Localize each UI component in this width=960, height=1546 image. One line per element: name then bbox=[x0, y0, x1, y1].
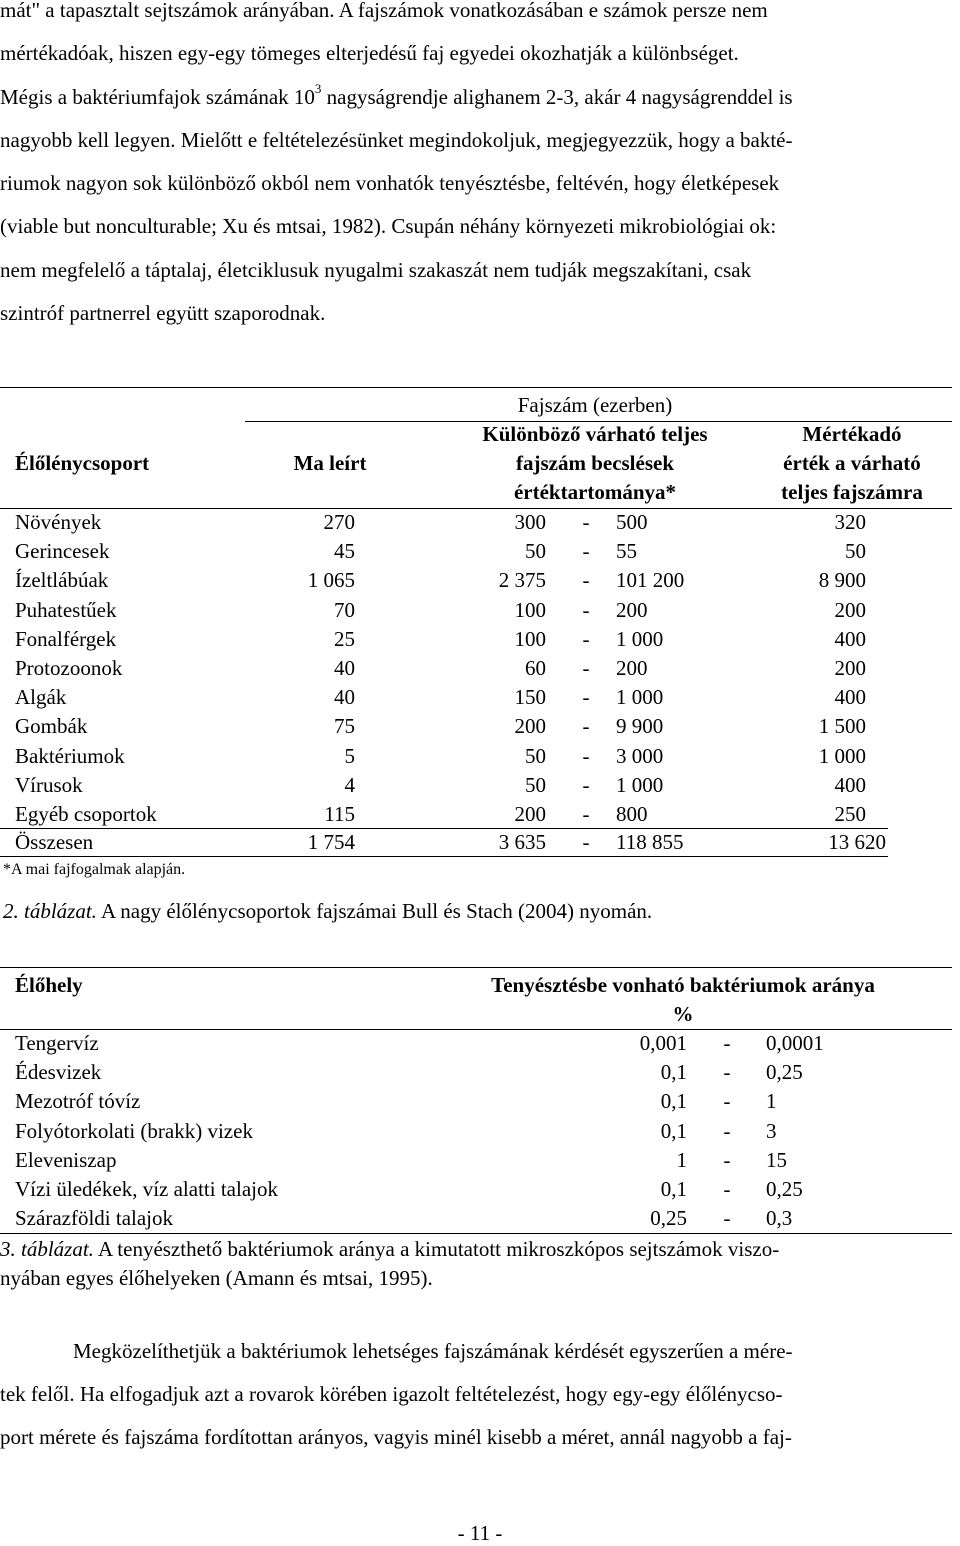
row-high: 0,25 bbox=[766, 1177, 803, 1201]
row-dash: - bbox=[582, 568, 590, 592]
text-line: nagyobb kell legyen. Mielőtt e feltételezésünket megindokoljuk, megjegyezzük, hogy a bakté- bbox=[0, 128, 793, 152]
row-estimate: 400 bbox=[834, 627, 866, 651]
row-group: Protozoonok bbox=[15, 656, 123, 680]
row-described: 1 065 bbox=[307, 568, 355, 592]
row-low: 1 bbox=[676, 1148, 687, 1172]
text-line: tek felől. Ha elfogadjuk azt a rovarok körében igazolt feltételezést, hogy egy-egy élőlénycso- bbox=[0, 1382, 783, 1406]
column-header-estimate: érték a várható bbox=[783, 451, 921, 475]
row-low: 0,25 bbox=[650, 1206, 687, 1230]
row-low: 2 375 bbox=[498, 568, 546, 592]
row-low: 100 bbox=[514, 598, 546, 622]
row-dash: - bbox=[582, 627, 590, 651]
column-header-range: értéktartománya* bbox=[513, 480, 677, 504]
table-header-rule bbox=[0, 508, 952, 509]
row-dash: - bbox=[582, 685, 590, 709]
row-high: 1 000 bbox=[616, 773, 664, 797]
row-group: Algák bbox=[15, 685, 67, 709]
row-low: 50 bbox=[525, 539, 546, 563]
row-estimate: 1 000 bbox=[818, 744, 866, 768]
row-dash: - bbox=[723, 1206, 731, 1230]
column-header-habitat: Élőhely bbox=[15, 973, 83, 997]
column-header-ratio-unit: % bbox=[672, 1002, 694, 1026]
table-group-header: Fajszám (ezerben) bbox=[517, 393, 673, 417]
row-dash: - bbox=[582, 744, 590, 768]
row-dash: - bbox=[582, 510, 590, 534]
text-line: port mérete és fajszáma fordítottan arányos, vagyis minél kisebb a méret, annál nagyobb a faj- bbox=[0, 1425, 792, 1449]
text-line: riumok nagyon sok különböző okból nem vonhatók tenyésztésbe, feltévén, hogy életképesek bbox=[0, 171, 780, 195]
row-group: Ízeltlábúak bbox=[15, 568, 109, 592]
row-dash: - bbox=[582, 802, 590, 826]
row-described: 45 bbox=[334, 539, 355, 563]
row-habitat: Szárazföldi talajok bbox=[15, 1206, 174, 1230]
row-described: 40 bbox=[334, 656, 355, 680]
row-habitat: Mezotróf tóvíz bbox=[15, 1089, 141, 1113]
total-described: 1 754 bbox=[307, 830, 355, 854]
page-number: - 11 - bbox=[457, 1521, 503, 1545]
row-low: 0,001 bbox=[639, 1031, 687, 1055]
row-high: 0,3 bbox=[766, 1206, 793, 1230]
total-low: 3 635 bbox=[498, 830, 546, 854]
row-dash: - bbox=[723, 1148, 731, 1172]
row-high: 55 bbox=[616, 539, 637, 563]
text-line: Megközelíthetjük a baktériumok lehetséges fajszámának kérdését egyszerűen a mére- bbox=[73, 1339, 793, 1363]
table-caption: 2. táblázat. A nagy élőlénycsoportok fajszámai Bull és Stach (2004) nyomán. bbox=[3, 899, 653, 923]
row-estimate: 50 bbox=[845, 539, 866, 563]
row-low: 0,1 bbox=[660, 1089, 687, 1113]
row-habitat: Eleveniszap bbox=[15, 1148, 117, 1172]
table-bottom-rule bbox=[0, 856, 888, 857]
text-line: mát" a tapasztalt sejtszámok arányában. A fajszámok vonatkozásában e számok persze nem bbox=[0, 0, 768, 22]
row-estimate: 200 bbox=[834, 598, 866, 622]
total-dash: - bbox=[582, 830, 590, 854]
row-high: 800 bbox=[616, 802, 648, 826]
text-line: (viable but nonculturable; Xu és mtsai, 1982). Csupán néhány környezeti mikrobiológiai ok: bbox=[0, 214, 777, 238]
row-dash: - bbox=[723, 1031, 731, 1055]
row-high: 3 000 bbox=[616, 744, 664, 768]
row-group: Fonalférgek bbox=[15, 627, 117, 651]
total-label: Összesen bbox=[15, 830, 94, 854]
column-header-group: Élőlénycsoport bbox=[15, 451, 150, 475]
row-habitat: Folyótorkolati (brakk) vizek bbox=[15, 1119, 253, 1143]
row-low: 150 bbox=[514, 685, 546, 709]
row-group: Gerincesek bbox=[15, 539, 110, 563]
row-estimate: 1 500 bbox=[818, 714, 866, 738]
row-dash: - bbox=[723, 1119, 731, 1143]
table-top-rule bbox=[0, 967, 952, 968]
row-described: 270 bbox=[323, 510, 355, 534]
row-high: 0,0001 bbox=[766, 1031, 824, 1055]
row-dash: - bbox=[582, 773, 590, 797]
table-top-rule bbox=[0, 387, 952, 388]
text-line: mértékadóak, hiszen egy-egy tömeges elterjedésű faj egyedei okozhatják a különbséget. bbox=[0, 41, 739, 65]
row-high: 1 000 bbox=[616, 627, 664, 651]
row-group: Baktériumok bbox=[15, 744, 125, 768]
column-header-range: Különböző várható teljes bbox=[482, 422, 708, 446]
text-line: szintróf partnerrel együtt szaporodnak. bbox=[0, 301, 326, 325]
row-group: Vírusok bbox=[15, 773, 83, 797]
row-estimate: 400 bbox=[834, 685, 866, 709]
row-low: 60 bbox=[525, 656, 546, 680]
row-high: 200 bbox=[616, 656, 648, 680]
row-estimate: 400 bbox=[834, 773, 866, 797]
row-described: 4 bbox=[344, 773, 355, 797]
row-high: 200 bbox=[616, 598, 648, 622]
row-low: 200 bbox=[514, 714, 546, 738]
row-dash: - bbox=[582, 598, 590, 622]
text-line-with-superscript: Mégis a baktériumfajok számának $10^3$ nagyságrendje alighanem 2-3, akár 4 nagyságrenddel is bbox=[0, 81, 793, 109]
table-total-rule bbox=[0, 828, 888, 829]
table-caption: nyában egyes élőhelyeken (Amann és mtsai, 1995). bbox=[0, 1266, 433, 1290]
row-described: 5 bbox=[344, 744, 355, 768]
table-caption: 3. táblázat. A tenyészthető baktériumok aránya a kimutatott mikroszkópos sejtszámok viszo- bbox=[0, 1237, 780, 1261]
row-group: Puhatestűek bbox=[15, 598, 117, 622]
row-high: 3 bbox=[766, 1119, 777, 1143]
row-dash: - bbox=[723, 1089, 731, 1113]
row-low: 0,1 bbox=[660, 1119, 687, 1143]
row-low: 200 bbox=[514, 802, 546, 826]
row-described: 75 bbox=[334, 714, 355, 738]
row-high: 500 bbox=[616, 510, 648, 534]
row-low: 0,1 bbox=[660, 1177, 687, 1201]
row-habitat: Édesvizek bbox=[15, 1060, 102, 1084]
row-low: 100 bbox=[514, 627, 546, 651]
row-high: 1 bbox=[766, 1089, 777, 1113]
row-high: 101 200 bbox=[616, 568, 685, 592]
row-low: 50 bbox=[525, 744, 546, 768]
total-estimate: 13 620 bbox=[828, 830, 886, 854]
row-estimate: 320 bbox=[834, 510, 866, 534]
row-high: 0,25 bbox=[766, 1060, 803, 1084]
row-described: 115 bbox=[324, 802, 355, 826]
column-header-estimate: Mértékadó bbox=[802, 422, 902, 446]
column-header-estimate: teljes fajszámra bbox=[781, 480, 923, 504]
row-high: 1 000 bbox=[616, 685, 664, 709]
row-dash: - bbox=[582, 714, 590, 738]
row-high: 15 bbox=[766, 1148, 787, 1172]
table-bottom-rule bbox=[0, 1233, 952, 1234]
row-dash: - bbox=[723, 1060, 731, 1084]
row-estimate: 250 bbox=[834, 802, 866, 826]
row-described: 70 bbox=[334, 598, 355, 622]
row-low: 300 bbox=[514, 510, 546, 534]
table-footnote: *A mai fajfogalmak alapján. bbox=[3, 861, 186, 878]
row-group: Gombák bbox=[15, 714, 88, 738]
row-estimate: 200 bbox=[834, 656, 866, 680]
row-dash: - bbox=[582, 539, 590, 563]
column-header-range: fajszám becslések bbox=[515, 451, 675, 475]
row-described: 25 bbox=[334, 627, 355, 651]
row-dash: - bbox=[723, 1177, 731, 1201]
row-high: 9 900 bbox=[616, 714, 664, 738]
row-habitat: Tengervíz bbox=[15, 1031, 99, 1055]
row-described: 40 bbox=[334, 685, 355, 709]
table-header-rule bbox=[0, 1029, 952, 1030]
row-habitat: Vízi üledékek, víz alatti talajok bbox=[15, 1177, 278, 1201]
row-group: Egyéb csoportok bbox=[15, 802, 157, 826]
row-group: Növények bbox=[15, 510, 102, 534]
row-low: 50 bbox=[525, 773, 546, 797]
text-line: nem megfelelő a táptalaj, életciklusuk nyugalmi szakaszát nem tudják megszakítani, csak bbox=[0, 258, 752, 282]
column-header-described: Ma leírt bbox=[293, 451, 367, 475]
row-dash: - bbox=[582, 656, 590, 680]
row-low: 0,1 bbox=[660, 1060, 687, 1084]
row-estimate: 8 900 bbox=[818, 568, 866, 592]
total-high: 118 855 bbox=[616, 830, 684, 854]
column-header-ratio: Tenyésztésbe vonható baktériumok aránya bbox=[491, 973, 875, 997]
